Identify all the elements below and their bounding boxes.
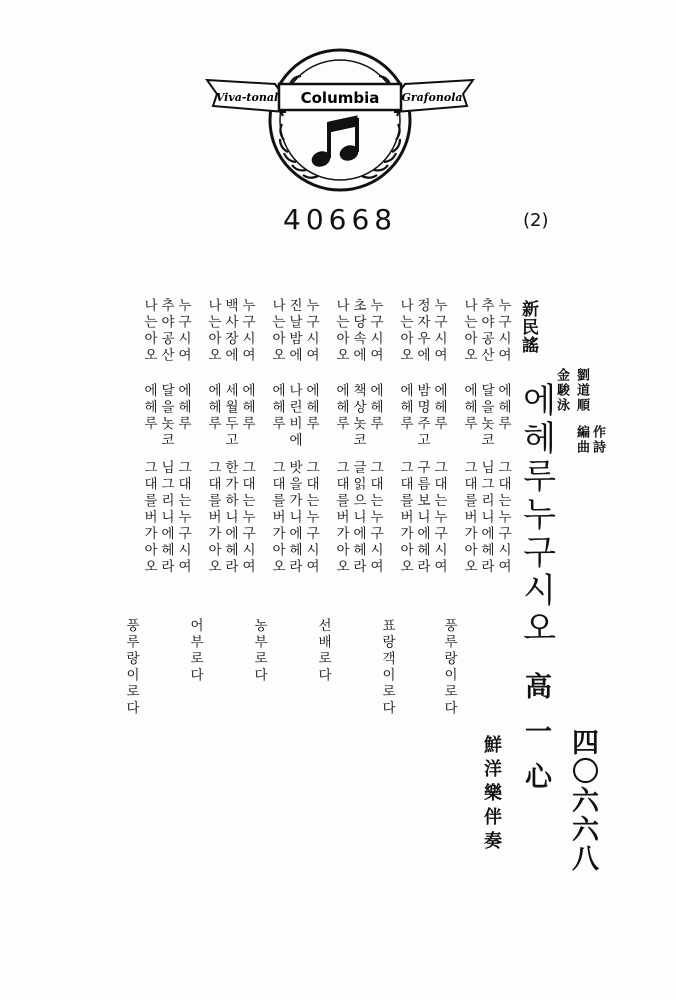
columbia-logo xyxy=(205,40,475,200)
lyric-refrain: 어부로다 xyxy=(187,618,203,684)
music-note-icon xyxy=(310,116,360,169)
credit-role-lyrics: 作詩 xyxy=(590,425,605,455)
lyric-column: 누구시여 추야공산 나는아오 xyxy=(141,298,191,364)
lyric-column: 에헤루 책상놋코 에헤루 xyxy=(333,383,383,449)
accompaniment-label: 鮮洋樂伴奏 xyxy=(481,735,502,855)
lyric-column: 누구시여 추야공산 나는아오 xyxy=(461,298,511,364)
credit-role-arrangement: 編曲 xyxy=(574,425,589,455)
lyric-refrain: 풍루랑이로다 xyxy=(123,618,139,717)
brand-name: Columbia xyxy=(300,89,380,107)
lyric-column: 그대는누구시여 밧을가니에헤라 그대를버가아오 xyxy=(269,460,319,576)
side-label: (2) xyxy=(523,210,549,231)
catalog-number-kanji: 四〇六六八 xyxy=(567,728,598,873)
lyric-refrain: 표랑객이로다 xyxy=(379,618,395,717)
lyric-refrain: 선배로다 xyxy=(315,618,331,684)
catalog-number: 40668 xyxy=(283,203,398,236)
song-title: 에헤루누구시오 xyxy=(516,382,556,648)
lyric-column: 에헤루 달을놋코 에헤루 xyxy=(461,383,511,449)
lyric-column: 그대는누구시여 님그리니에헤라 그대를버가아오 xyxy=(461,460,511,576)
lyric-column: 그대는누구시여 구름보니에헤라 그대를버가아오 xyxy=(397,460,447,576)
lyric-refrain: 농부로다 xyxy=(251,618,267,684)
banner-left-text: Viva-tonal xyxy=(215,91,279,104)
lyric-column: 그대는누구시여 한가하니에헤라 그대를버가아오 xyxy=(205,460,255,576)
lyric-column: 에헤루 밤명주고 에헤루 xyxy=(397,383,447,449)
composer-name: 劉道順 xyxy=(574,368,589,413)
lyric-column: 누구시여 초당속에 나는아오 xyxy=(333,298,383,364)
lyric-column: 그대는누구시여 님그리니에헤라 그대를버가아오 xyxy=(141,460,191,576)
lyric-column: 에헤루 달을놋코 에헤루 xyxy=(141,383,191,449)
genre-label: 新民謠 xyxy=(518,300,538,354)
lyric-column: 누구시여 정자우에 나는아오 xyxy=(397,298,447,364)
lyric-column: 누구시여 진날밤에 나는아오 xyxy=(269,298,319,364)
singer-name: 高一心 xyxy=(520,672,551,807)
lyric-column: 에헤루 나린비에 에헤루 xyxy=(269,383,319,449)
lyric-column: 에헤루 세월두고 에헤루 xyxy=(205,383,255,449)
lyric-column: 누구시여 백사장에 나는아오 xyxy=(205,298,255,364)
banner-right-text: Grafonola xyxy=(401,91,463,104)
lyric-column: 그대는누구시여 글읽으니에헤라 그대를버가아오 xyxy=(333,460,383,576)
lyric-refrain: 풍루랑이로다 xyxy=(441,618,457,717)
lyricist-name: 金駿泳 xyxy=(554,368,569,413)
